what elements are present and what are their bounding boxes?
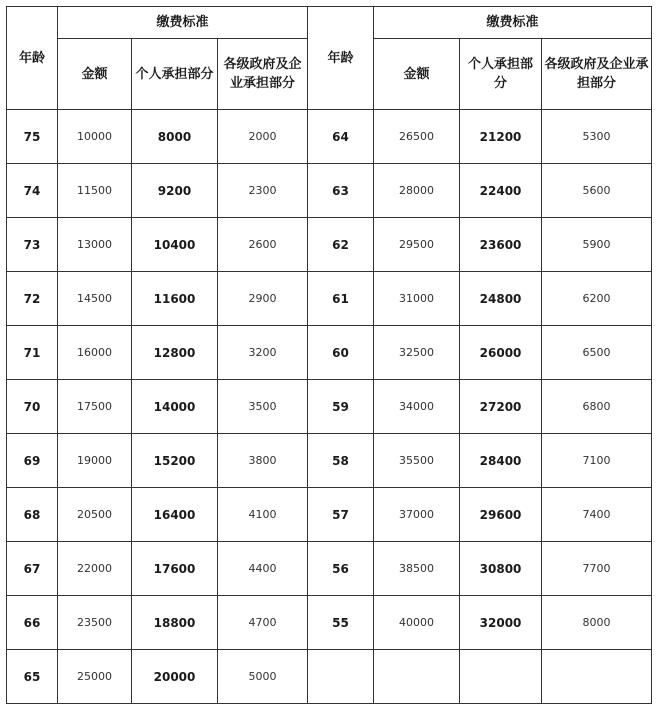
left-personal-cell: 15200	[132, 434, 218, 488]
left-age-cell: 67	[7, 542, 58, 596]
right-personal-cell: 21200	[460, 110, 542, 164]
right-gov-cell: 7700	[542, 542, 652, 596]
left-age-cell: 71	[7, 326, 58, 380]
left-age-cell: 68	[7, 488, 58, 542]
right-age-cell: 56	[308, 542, 374, 596]
fee-standard-table	[6, 6, 652, 704]
right-age-cell: 64	[308, 110, 374, 164]
left-amount-cell: 10000	[58, 110, 132, 164]
left-amount-cell: 14500	[58, 272, 132, 326]
right-gov-cell	[542, 650, 652, 704]
table-row	[7, 596, 652, 650]
fee-standard-header-left: 缴费标准	[58, 7, 308, 39]
right-age-cell: 59	[308, 380, 374, 434]
left-amount-cell: 22000	[58, 542, 132, 596]
gov-header-left: 各级政府及企业承担部分	[218, 39, 308, 110]
left-gov-cell: 5000	[218, 650, 308, 704]
right-age-cell: 55	[308, 596, 374, 650]
left-age-cell: 72	[7, 272, 58, 326]
right-personal-cell: 22400	[460, 164, 542, 218]
right-age-cell: 57	[308, 488, 374, 542]
left-personal-cell: 20000	[132, 650, 218, 704]
right-personal-cell: 26000	[460, 326, 542, 380]
left-personal-cell: 9200	[132, 164, 218, 218]
left-personal-cell: 12800	[132, 326, 218, 380]
left-age-cell: 65	[7, 650, 58, 704]
left-age-cell: 74	[7, 164, 58, 218]
left-gov-cell: 3200	[218, 326, 308, 380]
header-row-top	[7, 7, 652, 39]
right-gov-cell: 7100	[542, 434, 652, 488]
right-amount-cell: 28000	[374, 164, 460, 218]
table-row	[7, 272, 652, 326]
right-amount-cell	[374, 650, 460, 704]
right-amount-cell: 40000	[374, 596, 460, 650]
left-personal-cell: 14000	[132, 380, 218, 434]
left-amount-cell: 20500	[58, 488, 132, 542]
amount-header-left: 金额	[58, 39, 132, 110]
left-gov-cell: 3800	[218, 434, 308, 488]
left-amount-cell: 19000	[58, 434, 132, 488]
fee-standard-header-right: 缴费标准	[374, 7, 652, 39]
right-personal-cell: 23600	[460, 218, 542, 272]
right-amount-cell: 31000	[374, 272, 460, 326]
right-gov-cell: 6800	[542, 380, 652, 434]
right-personal-cell: 28400	[460, 434, 542, 488]
left-amount-cell: 16000	[58, 326, 132, 380]
left-gov-cell: 2300	[218, 164, 308, 218]
right-personal-cell: 27200	[460, 380, 542, 434]
age-header-right: 年龄	[308, 7, 374, 110]
table-body	[7, 110, 652, 704]
left-amount-cell: 23500	[58, 596, 132, 650]
right-amount-cell: 29500	[374, 218, 460, 272]
right-amount-cell: 26500	[374, 110, 460, 164]
amount-header-right: 金额	[374, 39, 460, 110]
left-gov-cell: 3500	[218, 380, 308, 434]
table-row	[7, 218, 652, 272]
right-gov-cell: 6200	[542, 272, 652, 326]
left-personal-cell: 18800	[132, 596, 218, 650]
table-row	[7, 434, 652, 488]
right-age-cell: 60	[308, 326, 374, 380]
left-gov-cell: 4700	[218, 596, 308, 650]
left-amount-cell: 11500	[58, 164, 132, 218]
right-amount-cell: 32500	[374, 326, 460, 380]
right-amount-cell: 34000	[374, 380, 460, 434]
right-gov-cell: 6500	[542, 326, 652, 380]
personal-header-left: 个人承担部分	[132, 39, 218, 110]
table-row	[7, 164, 652, 218]
left-age-cell: 70	[7, 380, 58, 434]
left-age-cell: 69	[7, 434, 58, 488]
right-gov-cell: 5600	[542, 164, 652, 218]
table-row	[7, 488, 652, 542]
left-amount-cell: 17500	[58, 380, 132, 434]
right-personal-cell: 24800	[460, 272, 542, 326]
left-gov-cell: 4400	[218, 542, 308, 596]
right-personal-cell	[460, 650, 542, 704]
table-row	[7, 650, 652, 704]
left-personal-cell: 16400	[132, 488, 218, 542]
right-age-cell: 61	[308, 272, 374, 326]
right-gov-cell: 8000	[542, 596, 652, 650]
right-age-cell: 58	[308, 434, 374, 488]
right-amount-cell: 37000	[374, 488, 460, 542]
left-age-cell: 66	[7, 596, 58, 650]
right-gov-cell: 5300	[542, 110, 652, 164]
age-header-left: 年龄	[7, 7, 58, 110]
table-row	[7, 110, 652, 164]
left-personal-cell: 17600	[132, 542, 218, 596]
left-personal-cell: 11600	[132, 272, 218, 326]
table-row	[7, 380, 652, 434]
right-age-cell	[308, 650, 374, 704]
right-gov-cell: 7400	[542, 488, 652, 542]
left-amount-cell: 25000	[58, 650, 132, 704]
left-gov-cell: 2600	[218, 218, 308, 272]
right-personal-cell: 32000	[460, 596, 542, 650]
right-amount-cell: 35500	[374, 434, 460, 488]
right-age-cell: 62	[308, 218, 374, 272]
gov-header-right: 各级政府及企业承担部分	[542, 39, 652, 110]
table-row	[7, 326, 652, 380]
left-age-cell: 73	[7, 218, 58, 272]
left-personal-cell: 8000	[132, 110, 218, 164]
right-personal-cell: 30800	[460, 542, 542, 596]
left-gov-cell: 2900	[218, 272, 308, 326]
left-amount-cell: 13000	[58, 218, 132, 272]
left-gov-cell: 2000	[218, 110, 308, 164]
left-personal-cell: 10400	[132, 218, 218, 272]
right-age-cell: 63	[308, 164, 374, 218]
right-personal-cell: 29600	[460, 488, 542, 542]
table-row	[7, 542, 652, 596]
left-gov-cell: 4100	[218, 488, 308, 542]
right-amount-cell: 38500	[374, 542, 460, 596]
right-gov-cell: 5900	[542, 218, 652, 272]
left-age-cell: 75	[7, 110, 58, 164]
personal-header-right: 个人承担部分	[460, 39, 542, 110]
